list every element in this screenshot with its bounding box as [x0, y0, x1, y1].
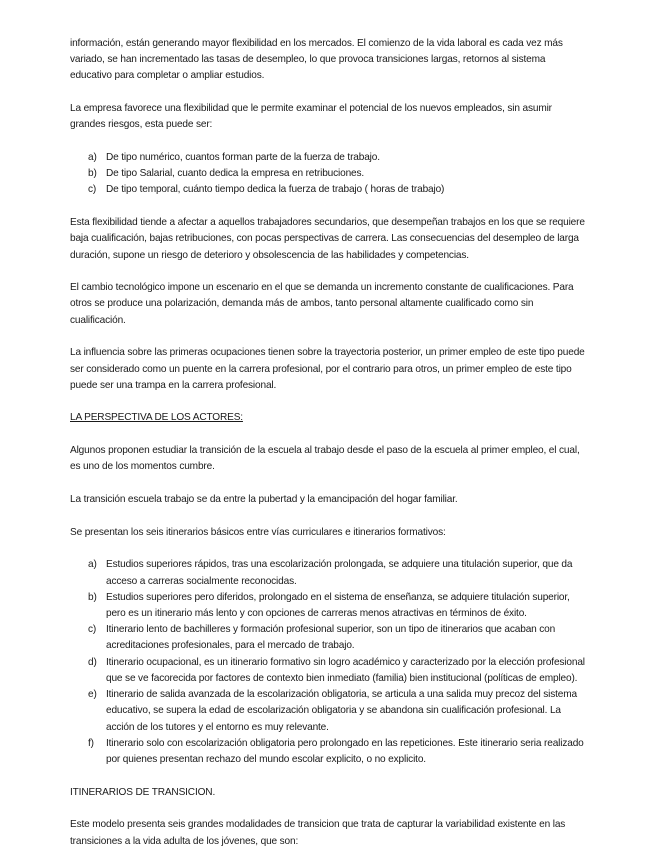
list-item-text: Estudios superiores pero diferidos, prolongado en el sistema de enseñanza, se adquiere titulación superior, pero es un itinerario más lento y con opciones de carreras menos atractivas en términos de éxito. — [106, 591, 570, 620]
paragraph-intro: información, están generando mayor flexibilidad en los mercados. El comienzo de la vida laboral es cada vez más variado, se han incrementado las tasas de desempleo, lo que provoca transiciones largas, retornos al sistema educativo para completar o ampliar estudios. — [70, 38, 563, 82]
list-item-text: Itinerario ocupacional, es un itinerario formativo sin logro académico y caracterizado por la elección profesional que se ve facorecida por factores de contexto bien inmediato (familia) bien institucional (políticas de empleo). — [106, 656, 585, 684]
list-item — [70, 655, 585, 687]
list-item-text: De tipo numérico, cuantos forman parte de la fuerza de trabajo. — [106, 152, 380, 164]
list-marker: f) — [88, 737, 94, 749]
list-item — [70, 557, 585, 589]
list-item-text: Estudios superiores rápidos, tras una escolarización prolongada, se adquiere una titulación superior, que da acceso a carreras socialmente reconocidas. — [106, 559, 573, 587]
paragraph-transition-model: Este modelo presenta seis grandes modalidades de transicion que trata de capturar la variabilidad existente en las transiciones a la vida adulta de los jóvenes, que son: — [70, 819, 566, 847]
list-marker: b) — [88, 591, 97, 603]
list-marker: a) — [88, 152, 97, 164]
itinerary-list — [70, 557, 585, 768]
list-marker: c) — [88, 624, 97, 636]
list-marker: e) — [88, 689, 97, 701]
paragraph-first-jobs: La influencia sobre las primeras ocupaciones tienen sobre la trayectoria posterior, un primer empleo de este tipo puede ser considerado como un puente en la carrera profesional, por el contrario para otros, un primer empleo de este tipo puede ser una trampa en la carrera profesional. — [70, 347, 585, 391]
flexibility-type-list — [70, 150, 585, 199]
paragraph-itineraries-intro: Se presentan los seis itinerarios básicos entre vías curriculares e itinerarios formativos: — [70, 526, 446, 538]
list-item — [70, 687, 585, 736]
list-marker: a) — [88, 559, 97, 571]
list-item — [70, 622, 585, 654]
list-item-text: Itinerario lento de bachilleres y formación profesional superior, son un tipo de itinerarios que acaban con acreditaciones profesionales, para el mercado de trabajo. — [106, 624, 556, 652]
list-marker: c) — [88, 184, 97, 196]
section-heading-itineraries: ITINERARIOS DE TRANSICION. — [70, 786, 216, 798]
list-marker: b) — [88, 168, 97, 180]
list-item-text: De tipo Salarial, cuanto dedica la empresa en retribuciones. — [106, 168, 365, 180]
list-item — [70, 182, 585, 198]
list-item — [70, 150, 585, 166]
list-item-text: De tipo temporal, cuánto tiempo dedica la fuerza de trabajo ( horas de trabajo) — [106, 184, 445, 196]
list-marker: d) — [88, 656, 97, 668]
section-heading-actors: LA PERSPECTIVA DE LOS ACTORES: — [70, 412, 243, 424]
paragraph-technological-change: El cambio tecnológico impone un escenario en el que se demanda un incremento constante de cualificaciones. Para otros se produce una polarización, demanda más de ambos, tanto personal altamente cualificado como sin cualificación. — [70, 282, 574, 326]
paragraph-flexibility: La empresa favorece una flexibilidad que le permite examinar el potencial de los nuevos empleados, sin asumir grandes riesgos, esta puede ser: — [70, 103, 552, 131]
list-item — [70, 590, 585, 622]
list-item-text: Itinerario solo con escolarización obligatoria pero prolongado en las repeticiones. Este itinerario seria realizado por quienes presentan rechazo del mundo escolar explicito, o no explicito. — [106, 737, 584, 765]
paragraph-transition-study: Algunos proponen estudiar la transición de la escuela al trabajo desde el paso de la escuela al primer empleo, el cual, es uno de los momentos cumbre. — [70, 445, 580, 473]
list-item-text: Itinerario de salida avanzada de la escolarización obligatoria, se articula a una salida muy precoz del sistema educativo, se supera la edad de escolarización obligatoria y se abandona sin cualificación profesional. La acción de los tutores y el entorno es muy relevante. — [106, 689, 577, 733]
list-item — [70, 166, 585, 182]
paragraph-secondary-workers: Esta flexibilidad tiende a afectar a aquellos trabajadores secundarios, que desempeñan trabajos en los que se requiere baja cualificación, bajas retribuciones, con pocas perspectivas de carrera. Las consecuencias del desempleo de larga duración, supone un riesgo de deterioro y obsolescencia de las habilidades y competencias. — [70, 217, 585, 261]
list-item — [70, 736, 585, 768]
paragraph-school-work-transition: La transición escuela trabajo se da entre la pubertad y la emancipación del hogar familiar. — [70, 494, 458, 506]
